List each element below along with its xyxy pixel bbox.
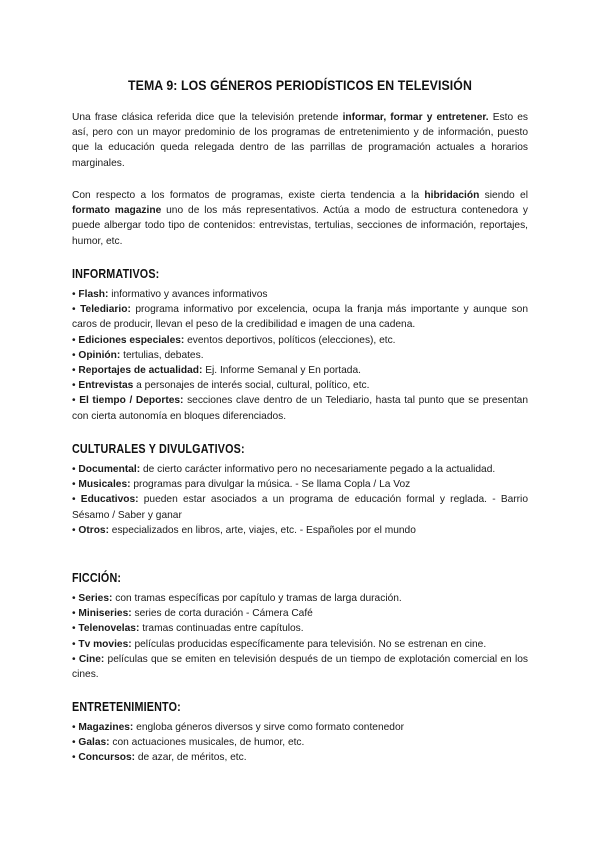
list-item — [72, 462, 528, 477]
bullet: • — [72, 479, 79, 491]
item-term: Telediario: — [80, 304, 131, 316]
emphasis: formato magazine — [72, 205, 162, 217]
item-term: Miniseries: — [78, 608, 132, 620]
bullet: • — [72, 623, 79, 635]
list-item — [72, 378, 528, 393]
list-item — [72, 523, 528, 538]
item-term: Reportajes de actualidad: — [78, 365, 203, 377]
bullet: • — [72, 593, 79, 604]
bullet: • — [72, 289, 79, 300]
bullet: • — [72, 752, 79, 764]
item-term: Documental: — [78, 464, 141, 475]
list-culturales — [72, 462, 528, 538]
section-heading-culturales: CULTURALES Y DIVULGATIVOS: — [72, 442, 245, 456]
text-run: Una frase clásica referida dice que la televisión pretende — [72, 112, 343, 123]
list-item — [72, 348, 528, 363]
list-item — [72, 591, 528, 606]
item-text: programas para divulgar la música. - Se llama Copla / La Voz — [130, 479, 411, 491]
bullet: • — [72, 722, 79, 733]
bullet: • — [72, 349, 79, 361]
text-run: Esto es así, pero con un mayor predominio de los programas de entretenimiento y de información, puesto que la educación queda relegada dentro de las parrillas de programación actuales a horarios marginales. — [72, 112, 529, 169]
item-text: de azar, de méritos, etc. — [135, 752, 247, 764]
item-term: Ediciones especiales: — [78, 334, 185, 346]
bullet: • — [72, 380, 79, 392]
list-item — [72, 735, 528, 750]
emphasis: hibridación — [424, 190, 480, 201]
list-ficcion — [72, 591, 528, 682]
intro-paragraph-2 — [72, 188, 528, 249]
item-text: tramas continuadas entre capítulos. — [139, 623, 304, 635]
list-item — [72, 750, 528, 765]
bullet: • — [72, 304, 81, 316]
list-item — [72, 621, 528, 636]
list-item — [72, 637, 528, 652]
item-term: Galas: — [78, 737, 110, 749]
list-item — [72, 720, 528, 735]
item-term: Telenovelas: — [78, 623, 140, 635]
item-text: Ej. Informe Semanal y En portada. — [202, 365, 361, 377]
item-term: Otros: — [78, 524, 109, 536]
bullet: • — [72, 464, 79, 475]
item-term: Tv movies: — [78, 638, 132, 650]
item-text: programa informativo por excelencia, ocupa la franja más importante y aunque son caros de producir, llevan el peso de la credibilidad e imagen de una cadena. — [72, 304, 528, 331]
bullet: • — [72, 653, 79, 665]
list-item — [72, 363, 528, 378]
emphasis: informar, formar y entretener. — [342, 112, 489, 123]
section-heading-ficcion: FICCIÓN: — [72, 571, 122, 585]
item-text: a personajes de interés social, cultural, político, etc. — [133, 380, 370, 392]
item-text: engloba géneros diversos y sirve como formato contenedor — [133, 722, 405, 733]
item-text: de cierto carácter informativo pero no necesariamente pegado a la actualidad. — [140, 464, 496, 475]
bullet: • — [72, 737, 79, 749]
item-term: Opinión: — [78, 349, 121, 361]
item-text: especializados en libros, arte, viajes, etc. - Españoles por el mundo — [108, 524, 416, 536]
bullet: • — [72, 524, 79, 536]
list-item — [72, 606, 528, 621]
item-text: secciones clave dentro de un Telediario, hasta tal punto que se presentan con cierta autonomía en bloques diferenciados. — [72, 395, 529, 422]
list-informativos — [72, 287, 528, 424]
bullet: • — [72, 395, 80, 407]
page-title: TEMA 9: LOS GÉNEROS PERIODÍSTICOS EN TELEVISIÓN — [128, 77, 472, 93]
section-heading-entretenimiento: ENTRETENIMIENTO: — [72, 700, 181, 714]
item-term: Musicales: — [78, 479, 131, 491]
item-term: Cine: — [78, 653, 105, 665]
text-run: uno de los más representativos. Actúa a modo de estructura contenedora y puede albergar todo tipo de contenidos: entrevistas, tertulias, secciones de información, reportajes, humor, etc. — [72, 205, 529, 247]
item-text: películas producidas específicamente para televisión. No se estrenan en cine. — [131, 638, 487, 650]
bullet: • — [72, 334, 79, 346]
item-text: pueden estar asociados a un programa de educación formal y reglada. - Barrio Sésamo / Saber y ganar — [72, 494, 528, 521]
item-text: eventos deportivos, políticos (elecciones), etc. — [184, 334, 396, 346]
item-text: películas que se emiten en televisión después de un tiempo de explotación comercial en los cines. — [72, 653, 528, 681]
text-run: siendo el — [479, 190, 528, 201]
list-item — [72, 287, 528, 302]
item-term: Flash: — [78, 289, 109, 300]
item-term: El tiempo / Deportes: — [79, 395, 184, 407]
list-item — [72, 302, 528, 332]
bullet: • — [72, 365, 79, 377]
list-item — [72, 393, 528, 423]
list-item — [72, 652, 528, 682]
intro-paragraph-1 — [72, 110, 528, 171]
item-text: informativo y avances informativos — [108, 289, 268, 300]
bullet: • — [72, 608, 79, 620]
list-item — [72, 477, 528, 492]
item-text: con actuaciones musicales, de humor, etc. — [109, 737, 305, 749]
item-text: con tramas específicas por capítulo y tramas de larga duración. — [112, 593, 402, 604]
list-item — [72, 492, 528, 522]
item-term: Educativos: — [80, 494, 139, 506]
bullet: • — [72, 638, 79, 650]
text-run: Con respecto a los formatos de programas, existe cierta tendencia a la — [72, 190, 425, 201]
item-term: Entrevistas — [78, 380, 134, 392]
section-heading-informativos: INFORMATIVOS: — [72, 267, 160, 281]
item-text: tertulias, debates. — [120, 349, 204, 361]
bullet: • — [72, 494, 81, 506]
item-term: Series: — [78, 593, 113, 604]
item-term: Concursos: — [78, 752, 136, 764]
list-item — [72, 333, 528, 348]
item-text: series de corta duración - Cámera Café — [131, 608, 313, 620]
item-term: Magazines: — [78, 722, 134, 733]
list-entretenimiento — [72, 720, 528, 766]
